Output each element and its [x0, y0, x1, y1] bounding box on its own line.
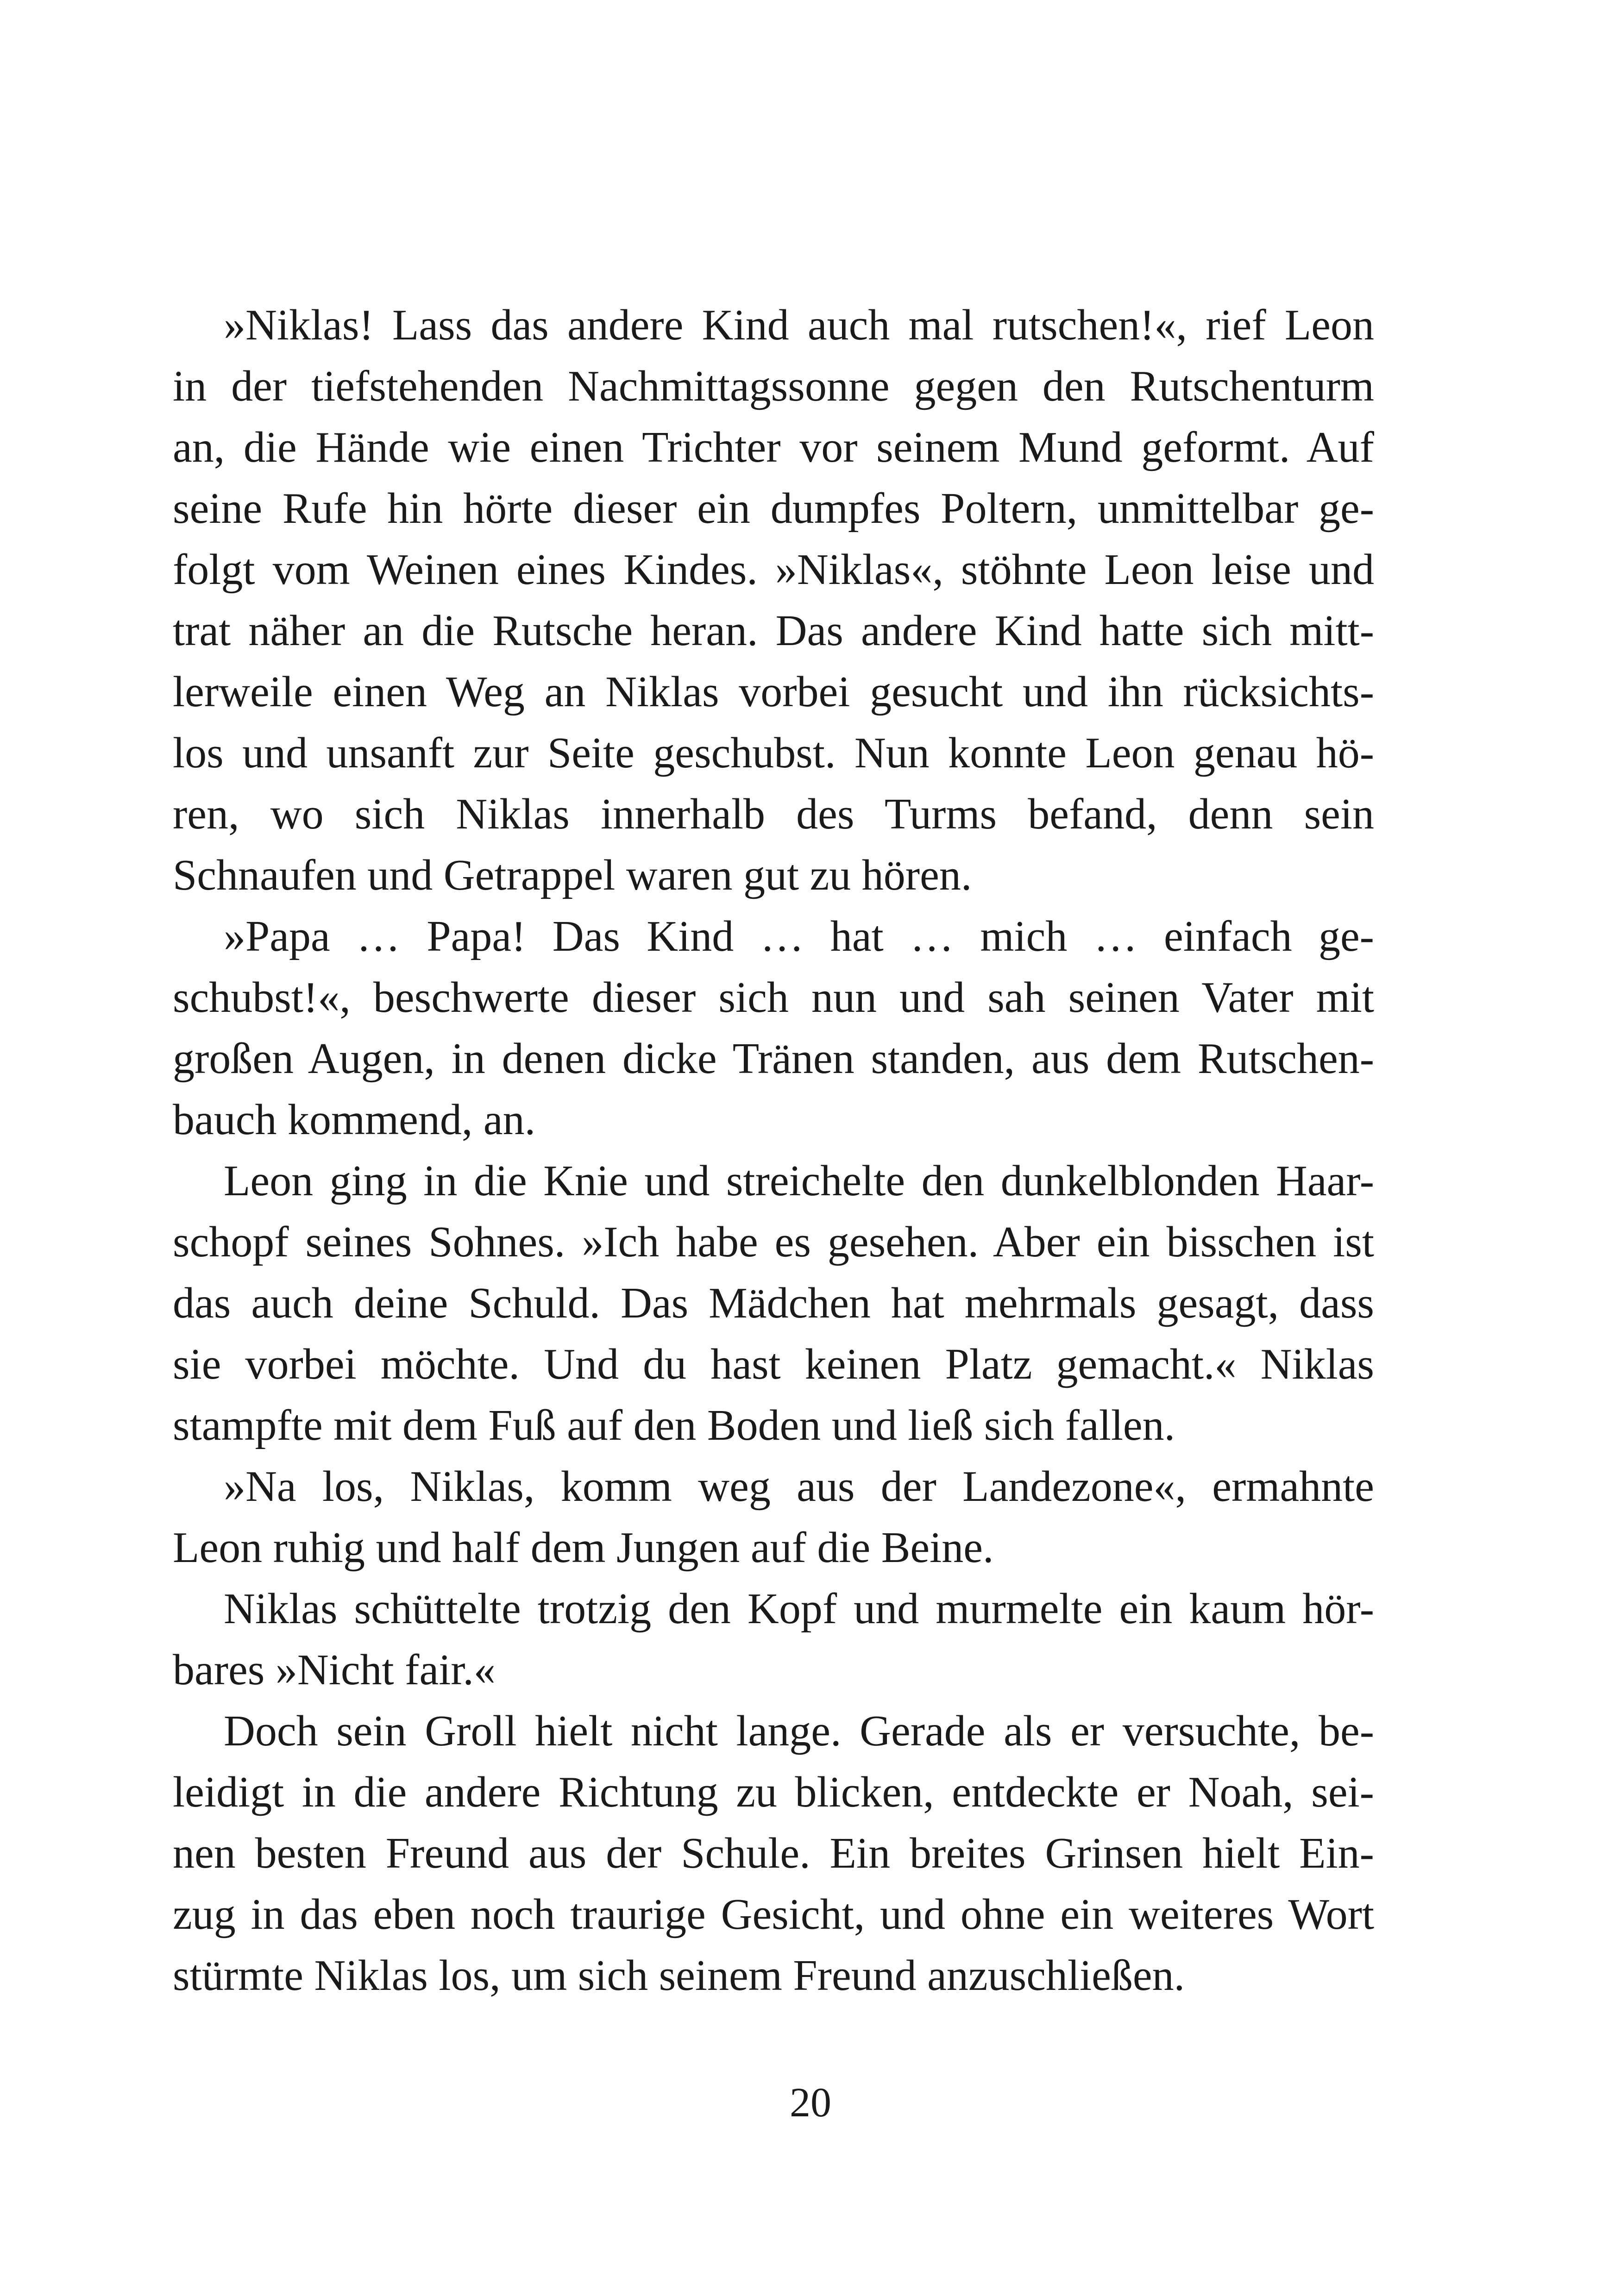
text-line: zug in das eben noch traurige Gesicht, und ohne ein weiteres Wort: [173, 1890, 1374, 1938]
text-line: in der tiefstehenden Nachmittagssonne gegen den Rutschenturm: [173, 362, 1374, 410]
text-line: Schnaufen und Getrappel waren gut zu hören.: [173, 851, 972, 899]
text-line: lerweile einen Weg an Niklas vorbei gesucht und ihn rücksichts-: [173, 668, 1374, 716]
text-line: »Na los, Niklas, komm weg aus der Landezone«, ermahnte: [224, 1462, 1374, 1511]
text-line: bares »Nicht fair.«: [173, 1646, 496, 1694]
text-line: sie vorbei möchte. Und du hast keinen Platz gemacht.« Niklas: [173, 1340, 1374, 1388]
text-line: seine Rufe hin hörte dieser ein dumpfes Poltern, unmittelbar ge-: [173, 484, 1374, 533]
text-line: großen Augen, in denen dicke Tränen standen, aus dem Rutschen-: [173, 1035, 1374, 1083]
text-line: stampfte mit dem Fuß auf den Boden und ließ sich fallen.: [173, 1401, 1175, 1449]
body-text: [173, 295, 1374, 2006]
text-line: an, die Hände wie einen Trichter vor seinem Mund geformt. Auf: [173, 423, 1374, 471]
text-line: schubst!«, beschwerte dieser sich nun und sah seinen Vater mit: [173, 973, 1374, 1022]
text-line: folgt vom Weinen eines Kindes. »Niklas«, stöhnte Leon leise und: [173, 546, 1374, 594]
text-line: nen besten Freund aus der Schule. Ein breites Grinsen hielt Ein-: [173, 1829, 1374, 1877]
text-line: Leon ruhig und half dem Jungen auf die Beine.: [173, 1524, 994, 1572]
text-line: bauch kommend, an.: [173, 1096, 536, 1144]
text-line: los und unsanft zur Seite geschubst. Nun konnte Leon genau hö-: [173, 729, 1374, 777]
text-line: »Papa … Papa! Das Kind … hat … mich … einfach ge-: [224, 912, 1374, 960]
text-line: Leon ging in die Knie und streichelte den dunkelblonden Haar-: [224, 1157, 1374, 1205]
text-line: leidigt in die andere Richtung zu blicken, entdeckte er Noah, sei-: [173, 1768, 1374, 1816]
text-line: ren, wo sich Niklas innerhalb des Turms befand, denn sein: [173, 790, 1374, 838]
text-line: »Niklas! Lass das andere Kind auch mal rutschen!«, rief Leon: [224, 301, 1374, 349]
text-line: das auch deine Schuld. Das Mädchen hat mehrmals gesagt, dass: [173, 1279, 1374, 1327]
text-line: Doch sein Groll hielt nicht lange. Gerade als er versuchte, be-: [224, 1707, 1374, 1755]
text-line: Niklas schüttelte trotzig den Kopf und murmelte ein kaum hör-: [224, 1585, 1374, 1633]
text-line: trat näher an die Rutsche heran. Das andere Kind hatte sich mitt-: [173, 607, 1374, 655]
page-number: 20: [790, 2080, 831, 2126]
text-line: schopf seines Sohnes. »Ich habe es gesehen. Aber ein bisschen ist: [173, 1218, 1374, 1266]
text-line: stürmte Niklas los, um sich seinem Freund anzuschließen.: [173, 1951, 1185, 2000]
